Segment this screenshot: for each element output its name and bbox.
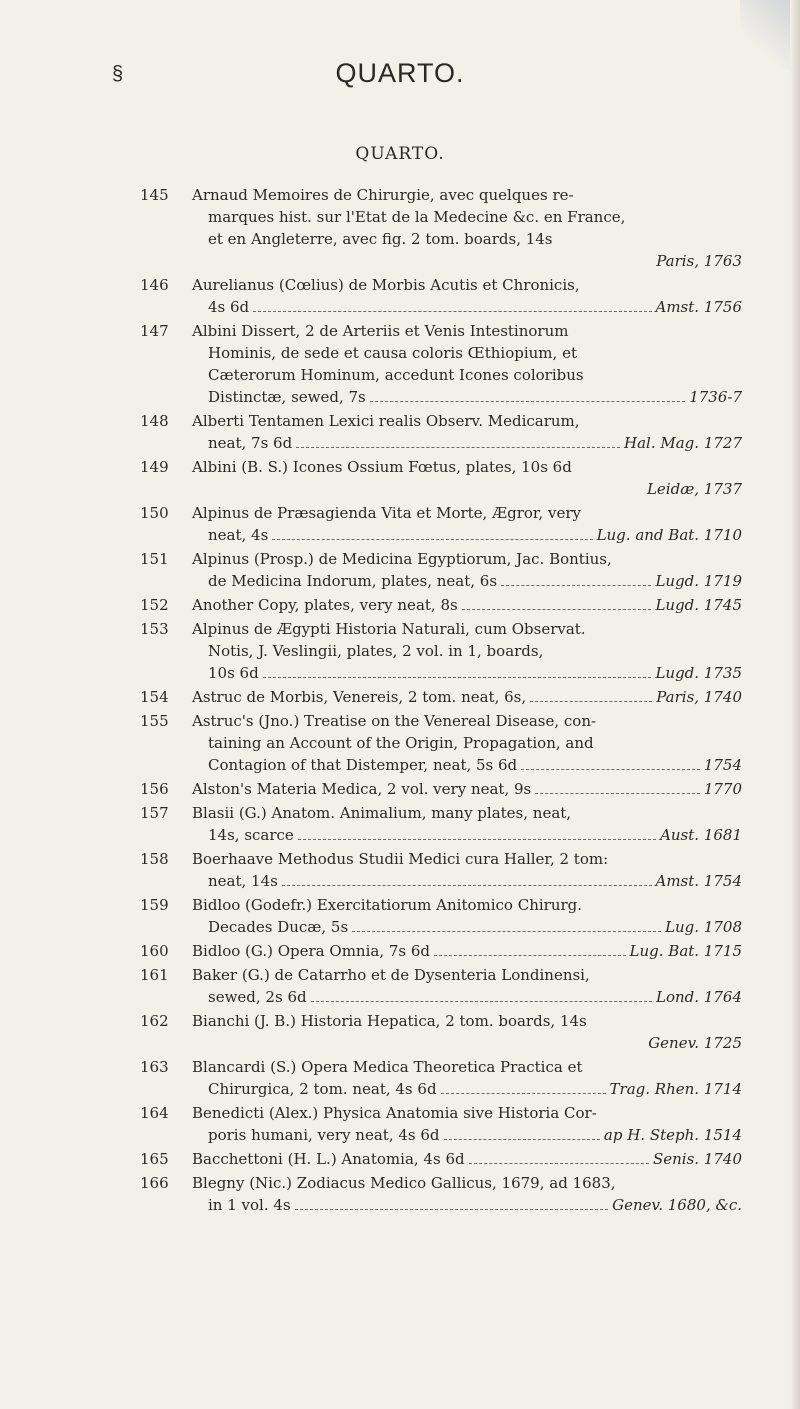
catalogue-entry	[140, 184, 742, 272]
entry-text-line: Arnaud Memoires de Chirurgie, avec quelques re-	[192, 186, 574, 204]
entry-number: 163	[140, 1058, 169, 1076]
entry-text-line: Alpinus de Præsagienda Vita et Morte, Ægror, very	[192, 504, 581, 522]
entry-number: 150	[140, 504, 169, 522]
leader-dots	[535, 793, 700, 794]
entry-imprint: Hal. Mag. 1727	[624, 434, 742, 452]
catalogue-entry	[140, 548, 742, 592]
leader-dots	[311, 1001, 652, 1002]
entry-text-line: Baker (G.) de Catarrho et de Dysenteria Londinensi,	[192, 966, 590, 984]
entry-number: 156	[140, 780, 169, 798]
catalogue-entry	[140, 778, 742, 800]
leader-dots	[530, 701, 652, 702]
entry-text-line: 10s 6d	[208, 664, 259, 682]
entry-text-line: neat, 7s 6d	[208, 434, 293, 452]
entry-number: 145	[140, 186, 169, 204]
entry-imprint: Paris, 1763	[656, 252, 742, 270]
entry-imprint: Amst. 1754	[655, 872, 742, 890]
entry-imprint: 1770	[703, 780, 742, 798]
entry-text-line: Blegny (Nic.) Zodiacus Medico Gallicus, 1679, ad 1683,	[192, 1174, 616, 1192]
entry-imprint: ap H. Steph. 1514	[603, 1126, 742, 1144]
entry-text-line: Another Copy, plates, very neat, 8s	[192, 596, 458, 614]
entry-text-line: taining an Account of the Origin, Propagation, and	[208, 734, 594, 752]
entry-text-line: Astruc's (Jno.) Treatise on the Venereal Disease, con-	[192, 712, 597, 730]
leader-dots	[263, 677, 652, 678]
entry-text-line: sewed, 2s 6d	[208, 988, 307, 1006]
leader-dots	[469, 1163, 649, 1164]
entry-text-line: Alpinus (Prosp.) de Medicina Egyptiorum, Jac. Bontius,	[192, 550, 612, 568]
entry-number: 164	[140, 1104, 169, 1122]
entry-text-line: de Medicina Indorum, plates, neat, 6s	[208, 572, 498, 590]
leader-dots	[501, 585, 651, 586]
entry-imprint: Genev. 1680, &c.	[612, 1196, 742, 1214]
leader-dots	[253, 311, 651, 312]
entry-number: 158	[140, 850, 169, 868]
catalogue-entry	[140, 964, 742, 1008]
catalogue-entry	[140, 618, 742, 684]
catalogue-entry	[140, 848, 742, 892]
entry-text-line: Alston's Materia Medica, 2 vol. very neat, 9s	[192, 780, 532, 798]
entry-text-line: Bacchettoni (H. L.) Anatomia, 4s 6d	[192, 1150, 465, 1168]
entry-text-line: Chirurgica, 2 tom. neat, 4s 6d	[208, 1080, 437, 1098]
leader-dots	[434, 955, 626, 956]
entry-imprint: 1754	[703, 756, 742, 774]
entry-imprint: Leidæ, 1737	[646, 480, 742, 498]
entry-text-line: Blancardi (S.) Opera Medica Theoretica Practica et	[192, 1058, 583, 1076]
entry-imprint: Lond. 1764	[656, 988, 742, 1006]
entry-text-line: Albini (B. S.) Icones Ossium Fœtus, plates, 10s 6d	[192, 458, 572, 476]
leader-dots	[295, 1209, 609, 1210]
entry-imprint: Trag. Rhen. 1714	[609, 1080, 742, 1098]
entry-imprint: Lugd. 1745	[655, 596, 742, 614]
entry-number: 159	[140, 896, 169, 914]
leader-dots	[296, 447, 620, 448]
entry-text-line: 14s, scarce	[208, 826, 294, 844]
entry-number: 162	[140, 1012, 169, 1030]
entry-number: 153	[140, 620, 169, 638]
catalogue-entry	[140, 410, 742, 454]
entry-imprint: Amst. 1756	[655, 298, 742, 316]
page-edge-shadow	[790, 0, 800, 1409]
entry-text-line: Contagion of that Distemper, neat, 5s 6d	[208, 756, 518, 774]
entry-text-line: Bidloo (Godefr.) Exercitatiorum Anitomico Chirurg.	[192, 896, 583, 914]
entry-number: 154	[140, 688, 169, 706]
catalogue-entry	[140, 502, 742, 546]
entry-text-line: neat, 4s	[208, 526, 269, 544]
entry-imprint: Aust. 1681	[660, 826, 742, 844]
leader-dots	[521, 769, 700, 770]
entry-text-line: et en Angleterre, avec fig. 2 tom. boards, 14s	[208, 230, 553, 248]
entry-imprint: Lug. and Bat. 1710	[596, 526, 742, 544]
entry-number: 157	[140, 804, 169, 822]
entry-number: 149	[140, 458, 169, 476]
catalogue-entry	[140, 456, 742, 500]
leader-dots	[441, 1093, 606, 1094]
catalogue-entry	[140, 686, 742, 708]
catalogue-entry	[140, 1056, 742, 1100]
leader-dots	[352, 931, 661, 932]
entry-text-line: Decades Ducæ, 5s	[208, 918, 349, 936]
running-head-mark: §	[112, 63, 124, 85]
entry-text-line: Bianchi (J. B.) Historia Hepatica, 2 tom. boards, 14s	[192, 1012, 587, 1030]
catalogue-entry	[140, 802, 742, 846]
leader-dots	[272, 539, 592, 540]
entry-text-line: Albini Dissert, 2 de Arteriis et Venis Intestinorum	[192, 322, 569, 340]
entry-text-line: Benedicti (Alex.) Physica Anatomia sive Historia Cor-	[192, 1104, 597, 1122]
entry-text-line: in 1 vol. 4s	[208, 1196, 291, 1214]
entry-number: 148	[140, 412, 169, 430]
catalogue-entry	[140, 894, 742, 938]
catalogue-entry	[140, 1148, 742, 1170]
entry-text-line: Boerhaave Methodus Studii Medici cura Haller, 2 tom:	[192, 850, 609, 868]
entry-text-line: Alpinus de Ægypti Historia Naturali, cum Observat.	[192, 620, 586, 638]
catalogue-entry	[140, 1172, 742, 1216]
entry-number: 151	[140, 550, 169, 568]
entry-number: 166	[140, 1174, 169, 1192]
entry-number: 152	[140, 596, 169, 614]
running-head: QUARTO.	[335, 58, 465, 88]
entry-text-line: 4s 6d	[208, 298, 250, 316]
entry-text-line: Bidloo (G.) Opera Omnia, 7s 6d	[192, 942, 431, 960]
entry-text-line: poris humani, very neat, 4s 6d	[208, 1126, 440, 1144]
entry-text-line: neat, 14s	[208, 872, 278, 890]
entry-number: 146	[140, 276, 169, 294]
entry-imprint: Lugd. 1735	[655, 664, 742, 682]
catalogue-entry	[140, 320, 742, 408]
entry-imprint: Lug. 1708	[665, 918, 742, 936]
catalogue-entry	[140, 594, 742, 616]
entry-text-line: marques hist. sur l'Etat de la Medecine &c. en France,	[208, 208, 626, 226]
entry-text-line: Astruc de Morbis, Venereis, 2 tom. neat, 6s,	[192, 688, 527, 706]
entry-text-line: Distinctæ, sewed, 7s	[208, 388, 366, 406]
entry-imprint: Paris, 1740	[656, 688, 742, 706]
entry-imprint: Genev. 1725	[648, 1034, 742, 1052]
catalogue-entry	[140, 940, 742, 962]
entry-number: 161	[140, 966, 169, 984]
leader-dots	[298, 839, 656, 840]
leader-dots	[444, 1139, 600, 1140]
leader-dots	[282, 885, 652, 886]
leader-dots	[462, 609, 652, 610]
entry-text-line: Blasii (G.) Anatom. Animalium, many plates, neat,	[192, 804, 572, 822]
leader-dots	[370, 401, 685, 402]
catalogue-entry	[140, 274, 742, 318]
entry-imprint: Senis. 1740	[652, 1150, 742, 1168]
catalogue-entry	[140, 710, 742, 776]
catalogue-entry	[140, 1010, 742, 1054]
entry-text-line: Hominis, de sede et causa coloris Œthiopium, et	[208, 344, 577, 362]
entry-text-line: Aurelianus (Cœlius) de Morbis Acutis et Chronicis,	[192, 276, 580, 294]
entry-number: 147	[140, 322, 169, 340]
entry-text-line: Alberti Tentamen Lexici realis Observ. Medicarum,	[192, 412, 580, 430]
entry-imprint: 1736-7	[689, 388, 742, 406]
page-title: QUARTO.	[355, 144, 445, 164]
entry-number: 165	[140, 1150, 169, 1168]
catalogue-list	[140, 184, 742, 1218]
entry-imprint: Lug. Bat. 1715	[629, 942, 742, 960]
entry-text-line: Cæterorum Hominum, accedunt Icones coloribus	[208, 366, 584, 384]
entry-number: 160	[140, 942, 169, 960]
catalogue-entry	[140, 1102, 742, 1146]
entry-text-line: Notis, J. Veslingii, plates, 2 vol. in 1, boards,	[208, 642, 544, 660]
entry-imprint: Lugd. 1719	[655, 572, 742, 590]
entry-number: 155	[140, 712, 169, 730]
